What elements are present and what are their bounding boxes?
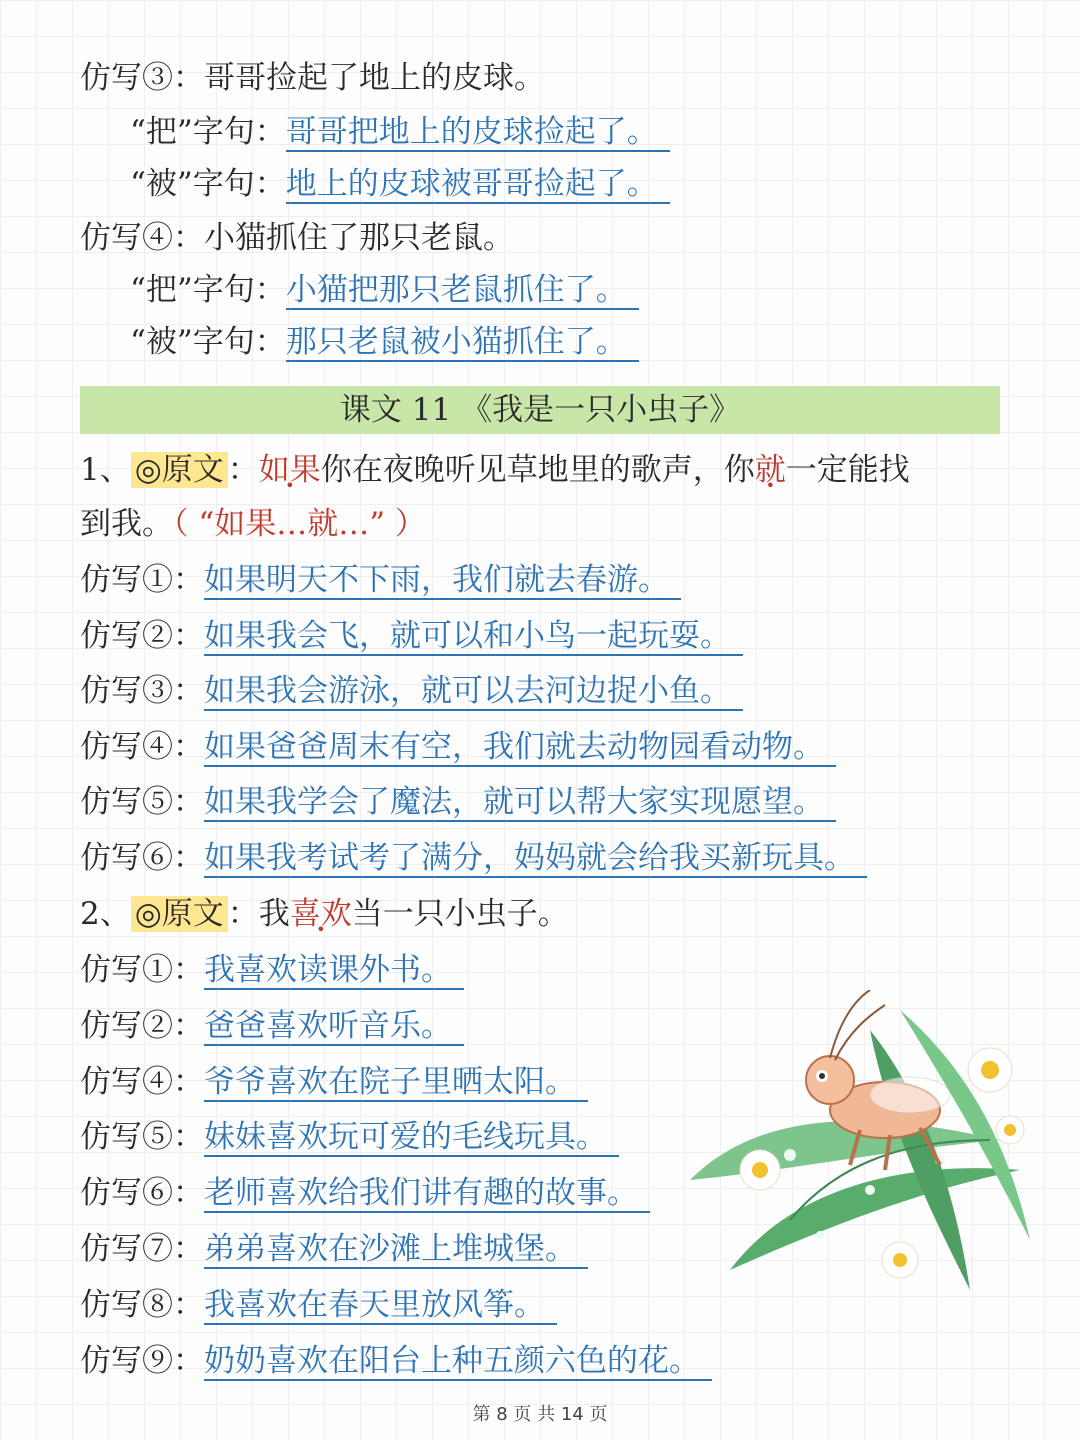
imitation-prefix: 仿写⑧： (80, 1286, 204, 1323)
original-text: 你在夜晚听见草地里的歌声，你 (320, 452, 755, 488)
imitation-answer: 如果爸爸周末有空，我们就去动物园看动物。 (204, 729, 836, 767)
imitation-row (80, 950, 464, 990)
imitation-answer: 如果明天不下雨，我们就去春游。 (204, 562, 681, 600)
imitation-answer: 如果我学会了魔法，就可以帮大家实现愿望。 (204, 784, 836, 822)
imitation-prefix: 仿写①： (80, 952, 204, 988)
imitation-answer: 爷爷喜欢在院子里晒太阳。 (204, 1064, 588, 1102)
imitation-answer: 爸爸喜欢听音乐。 (204, 1008, 464, 1046)
imitation-prefix: 仿写⑤： (80, 1119, 204, 1156)
bei-sentence-line (130, 164, 670, 204)
bei-label: “被”字句： (130, 324, 286, 360)
imitation-row (80, 1285, 557, 1325)
imitation-row (80, 671, 743, 711)
imitation-prefix: 仿写②： (80, 1007, 204, 1044)
colon: ： (227, 896, 259, 932)
item-2-original-line (80, 894, 569, 934)
colon: ： (227, 452, 259, 488)
ba-label: “把”字句： (130, 272, 286, 308)
item-1-original-line-2 (80, 504, 426, 544)
exercise-4-line (80, 218, 514, 258)
page-number: 第 8 页 共 14 页 (472, 1404, 608, 1425)
imitation-prefix: 仿写⑤： (80, 784, 204, 821)
imitation-prefix: 仿写⑥： (80, 1175, 204, 1212)
imitation-prefix: 仿写③： (80, 673, 204, 710)
imitation-row (80, 616, 743, 656)
lesson-title-banner (80, 386, 1000, 434)
imitation-answer: 我喜欢读课外书。 (204, 952, 464, 990)
original-text: 一定能找 (785, 452, 910, 488)
bei-answer: 地上的皮球被哥哥捡起了。 (286, 166, 670, 204)
grasshopper-illustration (670, 990, 1040, 1300)
keyword-ruguo: 如果 (258, 452, 321, 488)
page-footer (0, 1400, 1080, 1426)
exercise-prefix: 仿写③： (80, 60, 204, 96)
imitation-row (80, 782, 836, 822)
imitation-prefix: 仿写⑥： (80, 840, 204, 876)
imitation-row (80, 1006, 464, 1046)
imitation-row (80, 1117, 619, 1157)
original-text: 我 (258, 896, 290, 932)
imitation-row (80, 1341, 712, 1381)
imitation-answer: 如果我考试考了满分，妈妈就会给我买新玩具。 (204, 840, 867, 878)
imitation-answer: 我喜欢在春天里放风筝。 (204, 1287, 557, 1325)
original-label: ◎原文 (131, 452, 228, 488)
imitation-prefix: 仿写⑨： (80, 1342, 204, 1379)
imitation-answer: 如果我会飞，就可以和小鸟一起玩耍。 (204, 618, 743, 656)
bei-answer: 那只老鼠被小猫抓住了。 (286, 324, 639, 362)
sentence-pattern: （ “如果…就…” ） (173, 506, 426, 542)
original-text: 当一只小虫子。 (351, 896, 569, 932)
imitation-answer: 奶奶喜欢在阳台上种五颜六色的花。 (204, 1343, 712, 1381)
imitation-prefix: 仿写⑦： (80, 1231, 204, 1267)
ba-sentence-line (130, 270, 639, 310)
imitation-answer: 妹妹喜欢玩可爱的毛线玩具。 (204, 1119, 619, 1157)
lesson-title: 课文 11 《我是一只小虫子》 (339, 392, 741, 428)
imitation-prefix: 仿写①： (80, 562, 204, 598)
imitation-row (80, 560, 681, 600)
keyword-xihuan: 喜欢 (289, 896, 352, 932)
imitation-answer: 弟弟喜欢在沙滩上堆城堡。 (204, 1231, 588, 1269)
original-label: ◎原文 (131, 896, 228, 932)
imitation-row (80, 727, 836, 767)
imitation-row (80, 1062, 588, 1102)
imitation-row (80, 1229, 588, 1269)
exercise-sentence: 小猫抓住了那只老鼠。 (204, 220, 514, 256)
exercise-prefix: 仿写④： (80, 220, 204, 256)
item-number: 2、 (80, 896, 131, 932)
ba-sentence-line (130, 112, 670, 152)
bei-label: “被”字句： (130, 166, 286, 202)
bei-sentence-line (130, 322, 639, 362)
imitation-answer: 如果我会游泳，就可以去河边捉小鱼。 (204, 673, 743, 711)
imitation-row (80, 838, 867, 878)
ba-label: “把”字句： (130, 114, 286, 150)
imitation-row (80, 1173, 650, 1213)
ba-answer: 哥哥把地上的皮球捡起了。 (286, 114, 670, 152)
exercise-3-line (80, 58, 545, 98)
imitation-prefix: 仿写②： (80, 617, 204, 654)
imitation-answer: 老师喜欢给我们讲有趣的故事。 (204, 1175, 650, 1213)
imitation-prefix: 仿写④： (80, 728, 204, 765)
exercise-sentence: 哥哥捡起了地上的皮球。 (204, 60, 545, 96)
item-1-original-line (80, 450, 910, 490)
ba-answer: 小猫把那只老鼠抓住了。 (286, 272, 639, 310)
item-number: 1、 (80, 452, 131, 488)
original-text: 到我。 (80, 506, 173, 542)
imitation-prefix: 仿写④： (80, 1063, 204, 1100)
keyword-jiu: 就 (754, 452, 786, 488)
